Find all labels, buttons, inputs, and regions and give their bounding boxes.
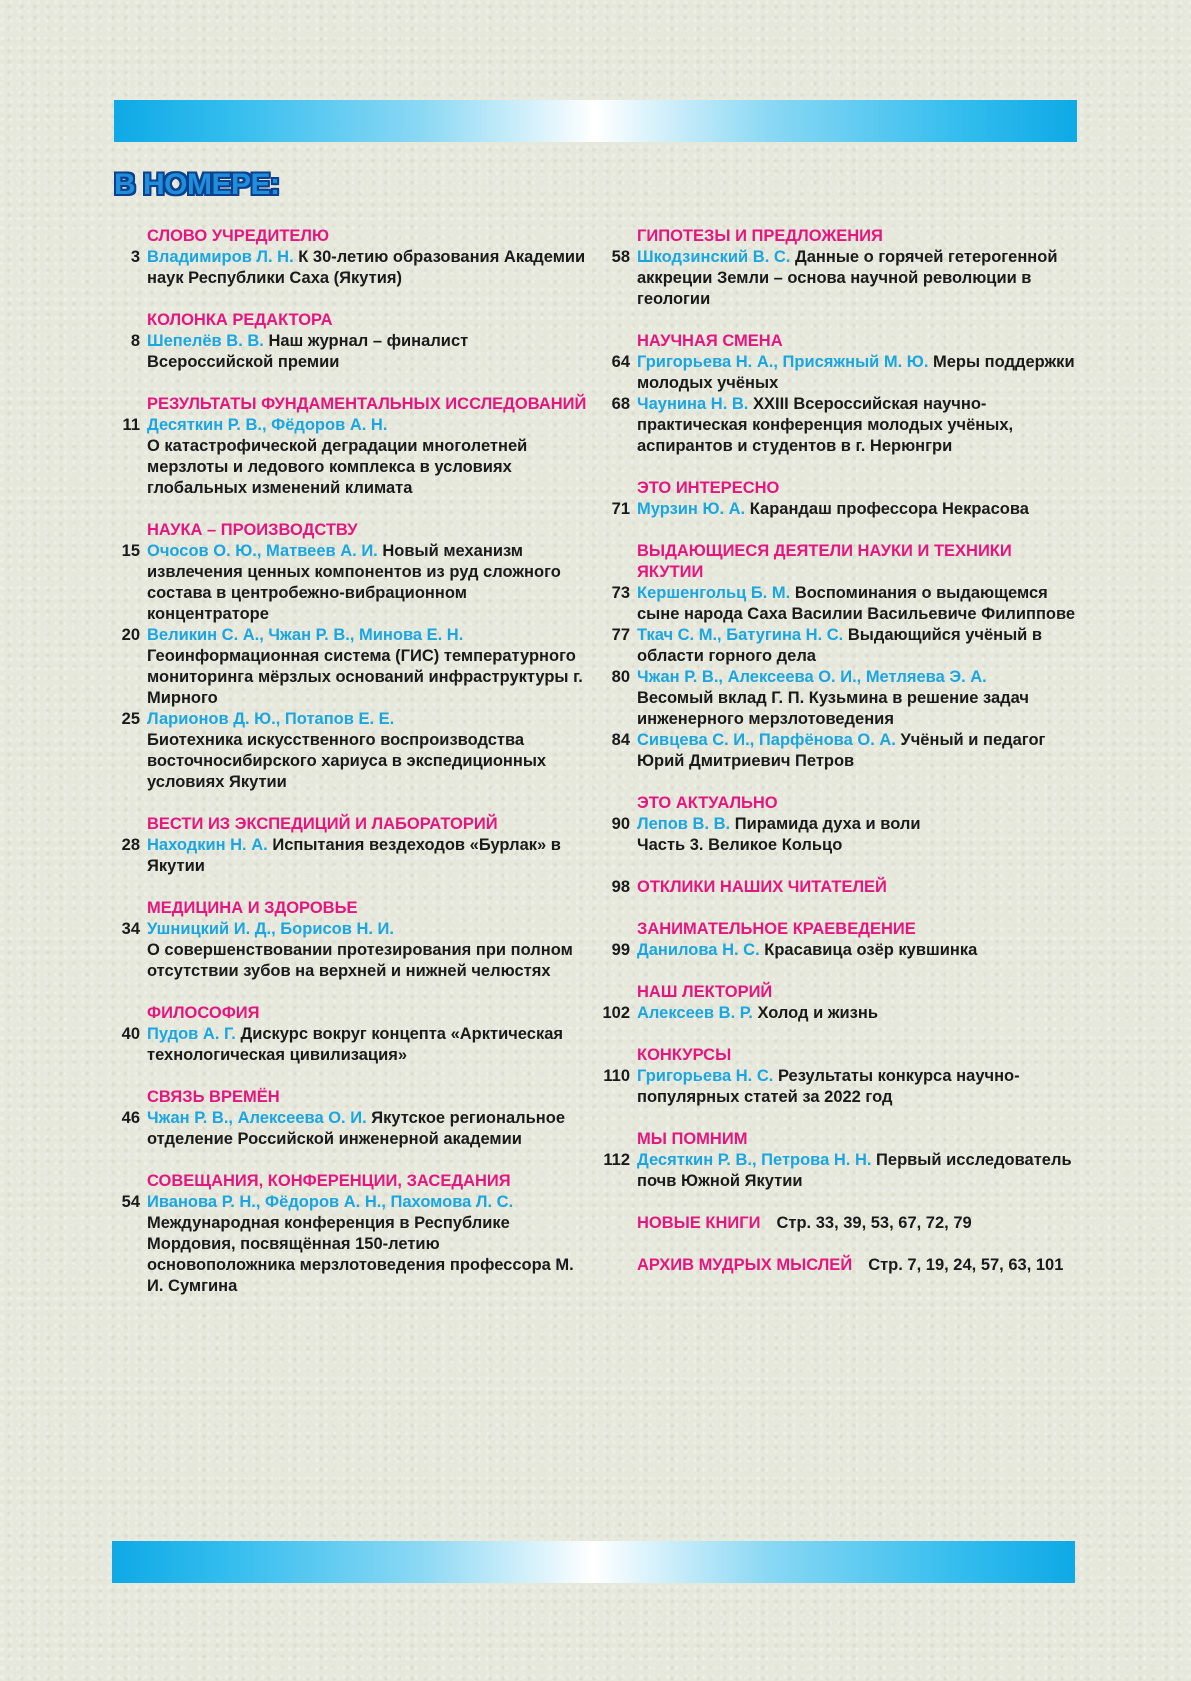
entry-title: Новый механизм извлечения ценных компонентов из руд сложного состава в центробежно-вибрационном концентраторе	[147, 542, 561, 623]
extra-label: АРХИВ МУДРЫХ МЫСЛЕЙ	[637, 1256, 853, 1274]
toc-entry	[108, 835, 588, 877]
extra-label: НОВЫЕ КНИГИ	[637, 1214, 761, 1232]
section-title: ФИЛОСОФИЯ	[147, 1004, 260, 1022]
entry-authors: Пудов А. Г.	[147, 1025, 236, 1043]
entry-title: Воспоминания о выдающемся сыне народа Саха Василии Васильевиче Филиппове	[637, 584, 1076, 623]
entry-text	[637, 499, 1078, 520]
toc-section	[108, 520, 588, 793]
page-number: 15	[121, 542, 140, 560]
toc-entry	[598, 940, 1078, 961]
toc-entry	[598, 667, 1078, 730]
toc-section	[598, 226, 1078, 310]
extra-pages: Стр. 7, 19, 24, 57, 63, 101	[868, 1256, 1064, 1274]
toc-entry	[598, 814, 1078, 856]
page-number: 11	[122, 416, 140, 434]
entry-title: Якутское региональное отделение Российской инженерной академии	[147, 1109, 566, 1148]
toc-left-column	[108, 226, 588, 1318]
section-title: РЕЗУЛЬТАТЫ ФУНДАМЕНТАЛЬНЫХ ИССЛЕДОВАНИЙ	[147, 395, 587, 413]
toc-entry	[598, 1003, 1078, 1024]
entry-text	[637, 1003, 1078, 1024]
entry-text	[147, 541, 588, 625]
entry-authors: Ушницкий И. Д., Борисов Н. И.	[147, 920, 394, 938]
page-number: 40	[121, 1025, 140, 1043]
entry-title: О совершенствовании протезирования при полном отсутствии зубов на верхней и нижней челюстях	[147, 941, 573, 980]
entry-title: Карандаш профессора Некрасова	[749, 500, 1029, 518]
toc-section	[598, 331, 1078, 457]
entry-text	[147, 709, 588, 793]
toc-entry	[598, 877, 1078, 898]
toc-section	[598, 919, 1078, 961]
toc-entry	[598, 625, 1078, 667]
section-title: НАШ ЛЕКТОРИЙ	[637, 983, 773, 1001]
section-title: НАУЧНАЯ СМЕНА	[637, 332, 783, 350]
entry-text	[637, 940, 1078, 961]
entry-authors: Данилова Н. С.	[637, 941, 760, 959]
toc-section	[108, 898, 588, 982]
entry-text	[147, 1108, 588, 1150]
toc-section	[108, 814, 588, 877]
section-title: НАУКА – ПРОИЗВОДСТВУ	[147, 521, 358, 539]
entry-authors: Великин С. А., Чжан Р. В., Минова Е. Н.	[147, 626, 464, 644]
page-number: 58	[611, 248, 630, 266]
entry-subtitle: Часть 3. Великое Кольцо	[637, 836, 843, 854]
section-title: СЛОВО УЧРЕДИТЕЛЮ	[147, 227, 329, 245]
toc-section	[598, 1045, 1078, 1108]
toc-section	[108, 1003, 588, 1066]
entry-title: Весомый вклад Г. П. Кузьмина в решение задач инженерного мерзлотоведения	[637, 689, 1029, 728]
entry-title: Учёный и педагог Юрий Дмитриевич Петров	[637, 731, 1046, 770]
extra-line	[637, 1255, 1078, 1276]
entry-title: Красавица озёр кувшинка	[764, 941, 978, 959]
toc-section	[108, 1087, 588, 1150]
section-title: ВЫДАЮЩИЕСЯ ДЕЯТЕЛИ НАУКИ И ТЕХНИКИ ЯКУТИИ	[637, 542, 1012, 581]
page-number: 77	[611, 626, 630, 644]
entry-text	[637, 352, 1078, 394]
toc-entry	[598, 1150, 1078, 1192]
page-number: 71	[611, 500, 630, 518]
extra-line	[637, 1213, 1078, 1234]
section-title: ЭТО АКТУАЛЬНО	[637, 794, 778, 812]
page-number: 54	[121, 1193, 140, 1211]
entry-authors: Григорьева Н. С.	[637, 1067, 774, 1085]
page-number: 20	[121, 626, 140, 644]
entry-text	[637, 625, 1078, 667]
extra-pages: Стр. 33, 39, 53, 67, 72, 79	[776, 1214, 972, 1232]
toc-section	[598, 982, 1078, 1024]
entry-authors: Десяткин Р. В., Фёдоров А. Н.	[147, 416, 388, 434]
toc-entry	[108, 1108, 588, 1150]
toc-entry	[598, 499, 1078, 520]
section-title: КОНКУРСЫ	[637, 1046, 732, 1064]
entry-authors: Шкодзинский В. С.	[637, 248, 791, 266]
entry-authors: Кершенгольц Б. М.	[637, 584, 791, 602]
toc-section	[598, 478, 1078, 520]
section-title: ГИПОТЕЗЫ И ПРЕДЛОЖЕНИЯ	[637, 227, 883, 245]
bottom-decorative-band	[112, 1541, 1075, 1583]
entry-authors: Чжан Р. В., Алексеева О. И., Метляева Э. А.	[637, 668, 987, 686]
entry-title: Наш журнал – финалист Всероссийской премии	[147, 332, 469, 371]
page-number: 102	[602, 1004, 630, 1022]
toc-section	[598, 793, 1078, 856]
section-title: МЕДИЦИНА И ЗДОРОВЬЕ	[147, 899, 358, 917]
entry-authors: Очосов О. Ю., Матвеев А. И.	[147, 542, 378, 560]
entry-authors: Владимиров Л. Н.	[147, 248, 294, 266]
toc-entry	[598, 583, 1078, 625]
toc-section	[598, 541, 1078, 772]
entry-authors: Лепов В. В.	[637, 815, 731, 833]
entry-text	[147, 1192, 588, 1297]
entry-text	[147, 1024, 588, 1066]
page-number: 64	[611, 353, 630, 371]
toc-entry	[108, 1024, 588, 1066]
toc-entry	[598, 1066, 1078, 1108]
toc-entry	[598, 352, 1078, 394]
page-number: 73	[611, 584, 630, 602]
toc-entry	[108, 331, 588, 373]
toc-entry	[108, 415, 588, 499]
toc-entry	[108, 1192, 588, 1297]
section-title: КОЛОНКА РЕДАКТОРА	[147, 311, 333, 329]
page-number: 34	[121, 920, 140, 938]
entry-title: Пирамида духа и воли	[734, 815, 921, 833]
entry-text	[637, 583, 1078, 625]
section-title: СОВЕЩАНИЯ, КОНФЕРЕНЦИИ, ЗАСЕДАНИЯ	[147, 1172, 511, 1190]
section-title: ЭТО ИНТЕРЕСНО	[637, 479, 780, 497]
toc-entry	[598, 730, 1078, 772]
entry-title: Международная конференция в Республике Мордовия, посвящённая 150-летию основоположника мерзлотоведения профессора М. И. Сумгина	[147, 1214, 574, 1295]
toc-entry	[108, 709, 588, 793]
entry-title: Испытания вездеходов «Бурлак» в Якутии	[147, 836, 561, 875]
entry-title: Холод и жизнь	[757, 1004, 878, 1022]
entry-text	[147, 919, 588, 982]
entry-title: О катастрофической деградации многолетней мерзлоты и ледового комплекса в условиях глобальных изменений климата	[147, 437, 528, 497]
entry-authors: Ларионов Д. Ю., Потапов Е. Е.	[147, 710, 395, 728]
toc-section	[108, 1171, 588, 1297]
page-number: 3	[130, 248, 140, 266]
toc-right-column	[598, 226, 1078, 1297]
entry-text	[637, 877, 1078, 898]
page-number: 68	[611, 395, 630, 413]
entry-title: XXIII Всероссийская научно-практическая конференция молодых учёных, аспирантов и студентов в г. Нерюнгри	[637, 395, 1014, 455]
page-number: 98	[611, 878, 630, 896]
entry-title: Выдающийся учёный в области горного дела	[637, 626, 1043, 665]
toc-entry	[108, 247, 588, 289]
entry-text	[637, 394, 1078, 457]
entry-authors: Алексеев В. Р.	[637, 1004, 753, 1022]
entry-text	[147, 625, 588, 709]
entry-title: Данные о горячей гетерогенной аккреции Земли – основа научной революции в геологии	[637, 248, 1058, 308]
page-title: В НОМЕРЕ:	[114, 168, 280, 201]
entry-text	[637, 730, 1078, 772]
entry-text	[147, 415, 588, 499]
section-title: СВЯЗЬ ВРЕМЁН	[147, 1088, 280, 1106]
entry-authors: Иванова Р. Н., Фёдоров А. Н., Пахомова Л. С.	[147, 1193, 514, 1211]
entry-authors: Мурзин Ю. А.	[637, 500, 746, 518]
toc-section	[108, 226, 588, 289]
page-number: 110	[603, 1067, 630, 1085]
entry-title: Геоинформационная система (ГИС) температурного мониторинга мёрзлых оснований инфраструктуры г. Мирного	[147, 647, 583, 707]
toc-section	[598, 1129, 1078, 1192]
entry-authors: Чжан Р. В., Алексеева О. И.	[147, 1109, 367, 1127]
entry-title: Дискурс вокруг концепта «Арктическая технологическая цивилизация»	[147, 1025, 564, 1064]
entry-authors: Ткач С. М., Батугина Н. С.	[637, 626, 844, 644]
toc-entry	[598, 394, 1078, 457]
entry-authors: Десяткин Р. В., Петрова Н. Н.	[637, 1151, 872, 1169]
toc-entry	[108, 541, 588, 625]
page-number: 84	[611, 731, 630, 749]
toc-entry	[108, 625, 588, 709]
toc-entry	[108, 919, 588, 982]
entry-text	[147, 247, 588, 289]
toc-section	[108, 310, 588, 373]
section-title: ЗАНИМАТЕЛЬНОЕ КРАЕВЕДЕНИЕ	[637, 920, 916, 938]
extra-section	[598, 1255, 1078, 1276]
page-number: 112	[603, 1151, 630, 1169]
entry-authors: Сивцева С. И., Парфёнова О. А.	[637, 731, 896, 749]
entry-title: Результаты конкурса научно-популярных статей за 2022 год	[637, 1067, 1020, 1106]
entry-title: Первый исследователь почв Южной Якутии	[637, 1151, 1072, 1190]
entry-text	[637, 1150, 1078, 1192]
page-number: 99	[611, 941, 630, 959]
top-decorative-band	[114, 100, 1077, 142]
extra-section	[598, 1213, 1078, 1234]
entry-authors: Григорьева Н. А., Присяжный М. Ю.	[637, 353, 929, 371]
page-number: 80	[611, 668, 630, 686]
page-number: 28	[121, 836, 140, 854]
entry-authors: Чаунина Н. В.	[637, 395, 749, 413]
page-number: 90	[611, 815, 630, 833]
section-title: МЫ ПОМНИМ	[637, 1130, 748, 1148]
page-number: 46	[121, 1109, 140, 1127]
section-title: ВЕСТИ ИЗ ЭКСПЕДИЦИЙ И ЛАБОРАТОРИЙ	[147, 815, 498, 833]
entry-text	[637, 667, 1078, 730]
entry-authors: Шепелёв В. В.	[147, 332, 264, 350]
entry-text	[637, 247, 1078, 310]
toc-section	[108, 394, 588, 499]
entry-authors: Находкин Н. А.	[147, 836, 268, 854]
section-title: ОТКЛИКИ НАШИХ ЧИТАТЕЛЕЙ	[637, 878, 887, 896]
toc-section	[598, 877, 1078, 898]
entry-text	[637, 814, 1078, 856]
page-number: 8	[130, 332, 140, 350]
entry-text	[147, 835, 588, 877]
entry-text	[637, 1066, 1078, 1108]
entry-text	[147, 331, 588, 373]
entry-title: Биотехника искусственного воспроизводства восточносибирского хариуса в экспедиционных условиях Якутии	[147, 731, 547, 791]
entry-title: К 30-летию образования Академии наук Республики Саха (Якутия)	[147, 248, 586, 287]
entry-title: Меры поддержки молодых учёных	[637, 353, 1075, 392]
toc-entry	[598, 247, 1078, 310]
page-number: 25	[121, 710, 140, 728]
